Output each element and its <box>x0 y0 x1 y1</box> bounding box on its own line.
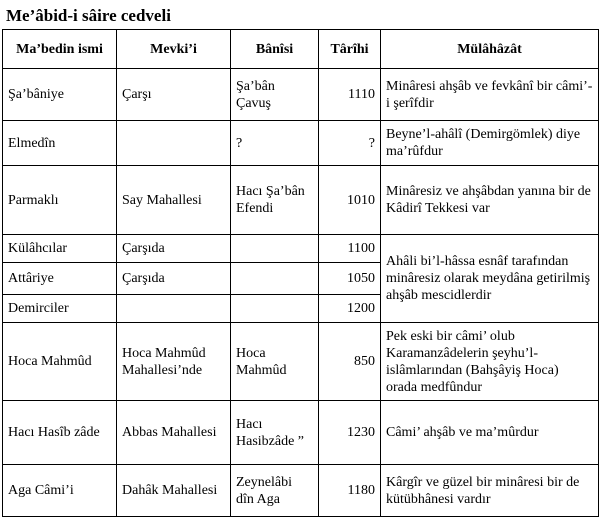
page-title: Me’âbid-i sâire cedveli <box>6 6 171 25</box>
column-header: Mevki’i <box>117 30 231 69</box>
temple-location <box>117 295 231 323</box>
temple-date: ? <box>319 121 381 166</box>
temple-name: Parmaklı <box>3 166 117 235</box>
temple-location: Dahâk Mahallesi <box>117 465 231 517</box>
temple-location: Say Mahallesi <box>117 166 231 235</box>
temple-note: Kârgîr ve güzel bir minâresi bir de kütübhânesi vardır <box>381 465 599 517</box>
temple-name: Aga Câmi’i <box>3 465 117 517</box>
table-row <box>3 323 599 401</box>
temple-location: Hoca Mahmûd Mahallesi’nde <box>117 323 231 401</box>
table-row <box>3 166 599 235</box>
temple-founder: Hacı Şa’bân Efendi <box>231 166 319 235</box>
temple-location: Çarşıda <box>117 263 231 295</box>
temple-note: Minâresiz ve ahşâbdan yanına bir de Kâdirî Tekkesi var <box>381 166 599 235</box>
temple-founder: Hacı Hasibzâde ” <box>231 401 319 465</box>
temple-note: Câmi’ ahşâb ve ma’mûrdur <box>381 401 599 465</box>
temple-note: Beyne’l-ahâlî (Demirgömlek) diye ma’rûfdur <box>381 121 599 166</box>
table-row <box>3 401 599 465</box>
temple-date: 1200 <box>319 295 381 323</box>
temple-name: Attâriye <box>3 263 117 295</box>
temple-founder: Hoca Mahmûd <box>231 323 319 401</box>
column-header: Ma’bedin ismi <box>3 30 117 69</box>
table-row <box>3 465 599 517</box>
temple-founder: ? <box>231 121 319 166</box>
temple-name: Hoca Mahmûd <box>3 323 117 401</box>
temple-name: Şa’bâniye <box>3 69 117 121</box>
temple-name: Elmedîn <box>3 121 117 166</box>
temples-table <box>2 29 599 517</box>
temple-location: Çarşıda <box>117 235 231 263</box>
temple-name: Hacı Hasîb zâde <box>3 401 117 465</box>
temple-location: Abbas Mahallesi <box>117 401 231 465</box>
temple-founder <box>231 235 319 263</box>
column-header: Târîhi <box>319 30 381 69</box>
temple-name: Külâhcılar <box>3 235 117 263</box>
temple-note: Minâresi ahşâb ve fevkânî bir câmi’-i şerîfdir <box>381 69 599 121</box>
temple-date: 1100 <box>319 235 381 263</box>
temple-note: Pek eski bir câmi’ olub Karamanzâdelerin şeyhu’l-islâmlarından (Bahşâyiş Hoca) orada medfûndur <box>381 323 599 401</box>
temple-name: Demirciler <box>3 295 117 323</box>
table-row <box>3 69 599 121</box>
temple-founder: Şa’bân Çavuş <box>231 69 319 121</box>
temple-founder: Zeynelâbi dîn Aga <box>231 465 319 517</box>
temple-date: 1180 <box>319 465 381 517</box>
temple-date: 850 <box>319 323 381 401</box>
column-header: Mülâhâzât <box>381 30 599 69</box>
temple-date: 1110 <box>319 69 381 121</box>
temple-location: Çarşı <box>117 69 231 121</box>
table-row <box>3 235 599 263</box>
temple-date: 1010 <box>319 166 381 235</box>
table-header-row <box>3 30 599 69</box>
temple-founder <box>231 263 319 295</box>
temple-note: Ahâli bi’l-hâssa esnâf tarafından minâresiz olarak meydâna getirilmiş ahşâb mescidlerdir <box>381 235 599 323</box>
table-row <box>3 121 599 166</box>
temple-founder <box>231 295 319 323</box>
temple-location <box>117 121 231 166</box>
temple-date: 1230 <box>319 401 381 465</box>
column-header: Bânîsi <box>231 30 319 69</box>
temple-date: 1050 <box>319 263 381 295</box>
